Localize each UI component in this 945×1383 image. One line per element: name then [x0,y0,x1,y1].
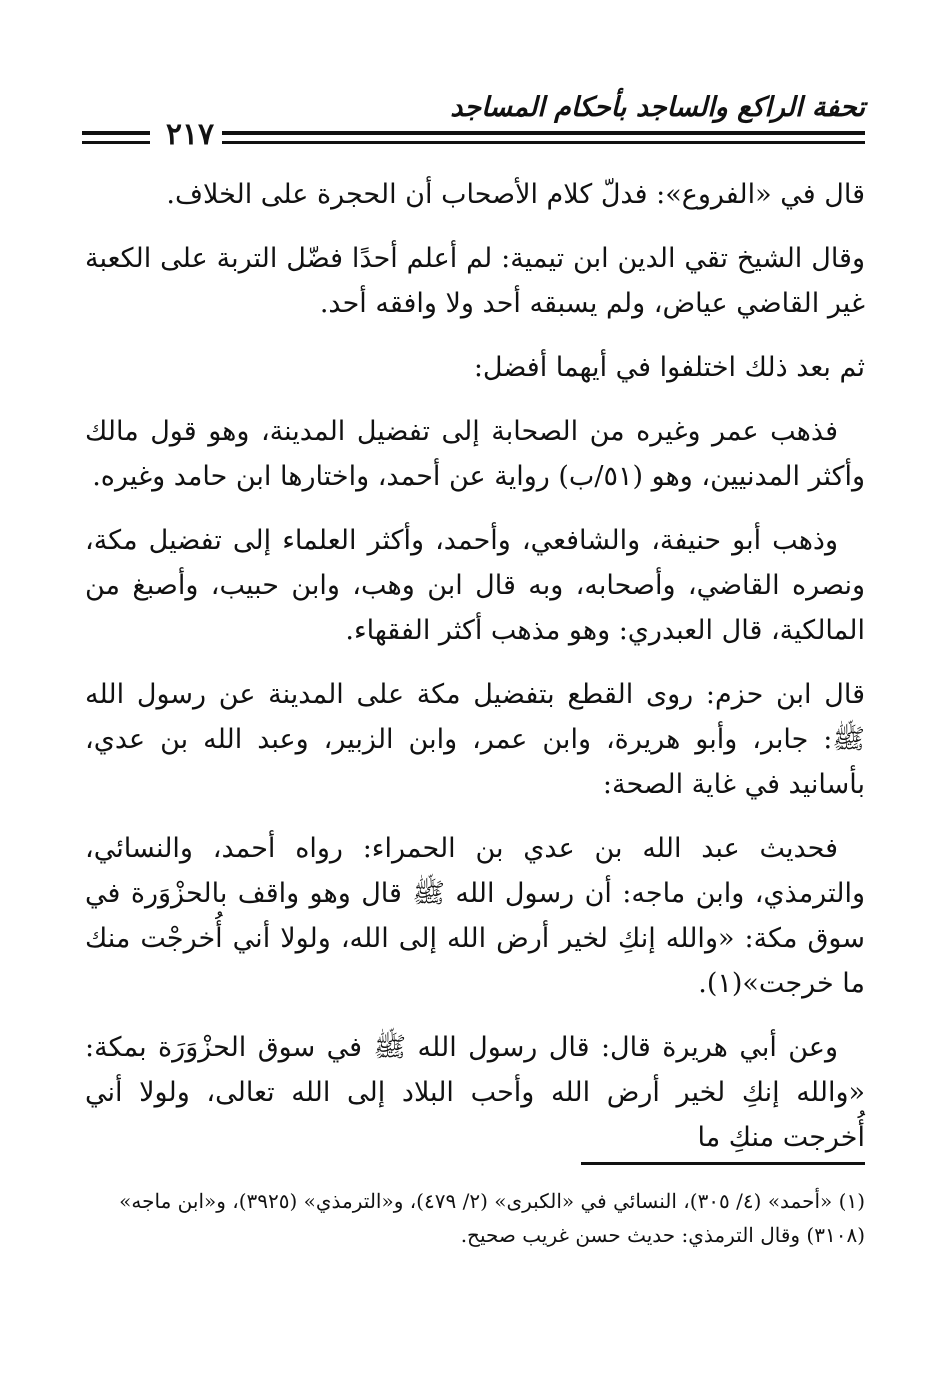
paragraph-7: فحديث عبد الله بن عدي بن الحمراء: رواه أحمد، والنسائي، والترمذي، وابن ماجه: أن رسول الله ﷺ قال وهو واقف بالحزْوَرة في سوق مكة: «والله إنكِ لخير أرض الله إلى الله، ولولا أني أُخرجْت منك ما خرجت»(١). [85,833,865,999]
footnote-separator [581,1162,865,1165]
header-rule-short-top [82,131,150,135]
footnote-line-2: (٣١٠٨) وقال الترمذي: حديث حسن غريب صحيح. [460,1223,865,1247]
header-rule-long-top [222,131,865,135]
footnotes [85,1184,865,1252]
running-title: تحفة الراكع والساجد بأحكام المساجد [450,92,865,123]
paragraph-8: وعن أبي هريرة قال: قال رسول الله ﷺ في سوق الحزْوَرَة بمكة: «والله إنكِ لخير أرض الله وأحب البلاد إلى الله تعالى، ولولا أني أُخرجت منكِ ما [85,1032,865,1153]
page-number: ٢١٧ [165,117,215,152]
header-rule-short-bottom [82,141,150,144]
footnote-line-1: (١) «أحمد» (٤/ ٣٠٥)، النسائي في «الكبرى» (٢/ ٤٧٩)، و«الترمذي» (٣٩٢٥)، و«ابن ماجه» [119,1189,865,1213]
paragraph-1: قال في «الفروع»: فدلّ كلام الأصحاب أن الحجرة على الخلاف. [166,179,865,210]
paragraph-5: وذهب أبو حنيفة، والشافعي، وأحمد، وأكثر العلماء إلى تفضيل مكة، ونصره القاضي، وأصحابه، وبه قال ابن وهب، وابن حبيب، وأصبغ من المالكية، قال العبدري: وهو مذهب أكثر الفقهاء. [85,525,865,646]
paragraph-4: فذهب عمر وغيره من الصحابة إلى تفضيل المدينة، وهو قول مالك وأكثر المدنيين، وهو (٥١/ب) رواية عن أحمد، واختارها ابن حامد وغيره. [85,416,865,492]
main-text [85,172,865,1179]
paragraph-3: ثم بعد ذلك اختلفوا في أيهما أفضل: [473,352,865,383]
header-rule-long-bottom [222,141,865,144]
paragraph-2: وقال الشيخ تقي الدين ابن تيمية: لم أعلم أحدًا فضّل التربة على الكعبة غير القاضي عياض، ولم يسبقه أحد ولا وافقه أحد. [85,243,865,319]
paragraph-6: قال ابن حزم: روى القطع بتفضيل مكة على المدينة عن رسول الله ﷺ: جابر، وأبو هريرة، وابن عمر، وابن الزبير، وعبد الله بن عدي، بأسانيد في غاية الصحة: [85,679,865,800]
